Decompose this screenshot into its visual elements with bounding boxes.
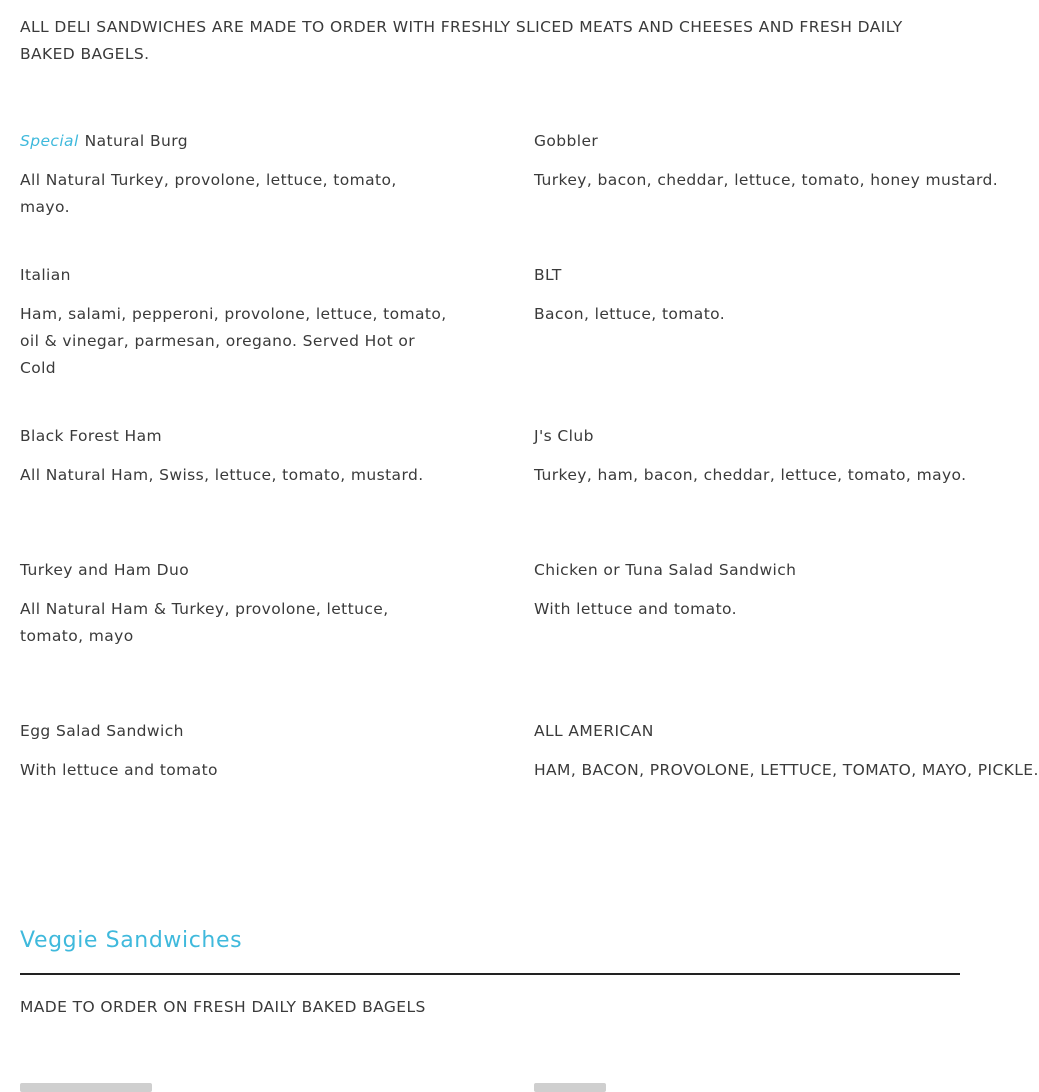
menu-item-egg-salad	[20, 718, 450, 784]
menu-item-italian	[20, 262, 450, 382]
menu-item-chicken-or-tuna-salad	[534, 557, 960, 623]
menu-item-description: All Natural Turkey, provolone, lettuce, tomato, mayo.	[20, 171, 397, 216]
menu-item-gobbler	[534, 128, 999, 194]
special-badge: Special	[20, 132, 79, 150]
section-divider	[20, 973, 960, 975]
menu-item-description: Turkey, ham, bacon, cheddar, lettuce, tomato, mayo.	[534, 466, 967, 484]
menu-item-name: ALL AMERICAN	[534, 722, 654, 740]
menu-item-description: All Natural Ham & Turkey, provolone, lettuce, tomato, mayo	[20, 600, 389, 645]
menu-item-name: Black Forest Ham	[20, 427, 163, 445]
cut-off-menu-item-right	[534, 1078, 614, 1089]
cut-off-menu-item-left	[20, 1078, 160, 1089]
menu-item-description: With lettuce and tomato	[20, 761, 218, 779]
cut-off-text-placeholder	[534, 1083, 606, 1092]
cut-off-text-placeholder	[20, 1083, 152, 1092]
menu-item-natural-burg	[20, 128, 450, 221]
deli-intro: ALL DELI SANDWICHES ARE MADE TO ORDER WITH FRESHLY SLICED MEATS AND CHEESES AND FRESH DAILY BAKED BAGELS.	[20, 18, 903, 63]
menu-item-turkey-and-ham-duo	[20, 557, 450, 650]
menu-item-title: Natural Burg	[84, 132, 188, 150]
menu-item-name: J's Club	[534, 427, 594, 445]
menu-item-description: With lettuce and tomato.	[534, 600, 737, 618]
veggie-section-subtitle: MADE TO ORDER ON FRESH DAILY BAKED BAGELS	[20, 998, 426, 1016]
menu-item-name: Turkey and Ham Duo	[20, 561, 190, 579]
menu-item-description: All Natural Ham, Swiss, lettuce, tomato, mustard.	[20, 466, 424, 484]
menu-item-description: Ham, salami, pepperoni, provolone, lettuce, tomato, oil & vinegar, parmesan, oregano. Served Hot or Cold	[20, 305, 447, 377]
menu-item-description: Turkey, bacon, cheddar, lettuce, tomato, honey mustard.	[534, 171, 999, 189]
menu-item-name: Italian	[20, 266, 71, 284]
menu-item-name: BLT	[534, 266, 562, 284]
menu-item-description: Bacon, lettuce, tomato.	[534, 305, 726, 323]
menu-item-black-forest-ham	[20, 423, 450, 489]
menu-item-name	[20, 128, 450, 155]
menu-item-name: Egg Salad Sandwich	[20, 722, 184, 740]
menu-item-js-club	[534, 423, 967, 489]
menu-item-blt	[534, 262, 960, 328]
menu-item-name: Chicken or Tuna Salad Sandwich	[534, 561, 797, 579]
menu-item-name: Gobbler	[534, 132, 599, 150]
menu-item-all-american	[534, 718, 1039, 784]
menu-item-description: HAM, BACON, PROVOLONE, LETTUCE, TOMATO, MAYO, PICKLE.	[534, 761, 1039, 779]
veggie-section-title: Veggie Sandwiches	[20, 928, 243, 953]
